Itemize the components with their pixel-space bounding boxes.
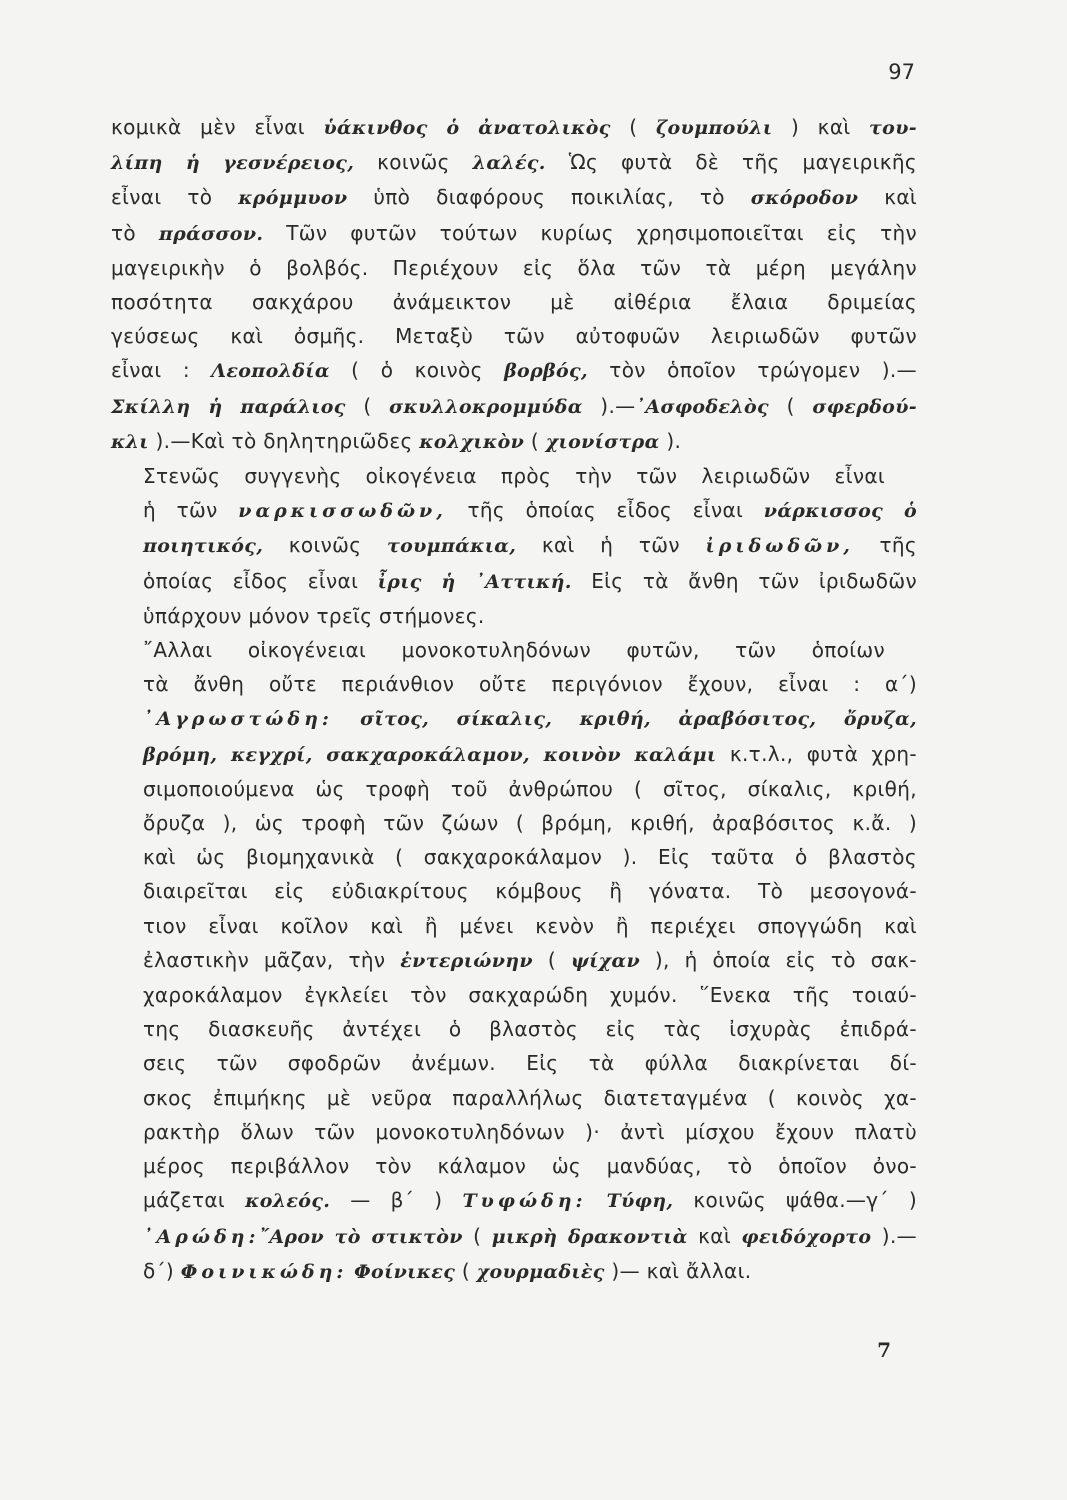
text-run xyxy=(587,1188,607,1212)
emphasis-term: Τύφη, xyxy=(606,1190,674,1213)
text-run: ( ὁ κοινὸς xyxy=(329,358,505,383)
emphasis-term: του- xyxy=(869,117,917,139)
emphasis-term: βρόμη, κεγχρί, σακχαροκάλαμον, κοινὸν καλάμι xyxy=(143,743,717,766)
text-run: μαγειρικὴν ὁ βολβός. Περιέχουν εἰς ὅλα τῶν τὰ μέρη μεγάλην xyxy=(111,255,917,280)
emphasis-term: πράσσον. xyxy=(158,222,264,245)
text-run xyxy=(333,706,360,730)
spaced-term: Τυφώδη: xyxy=(462,1190,587,1213)
emphasis-term: ὑάκινθος ὁ ἀνατολικὸς xyxy=(323,117,611,139)
text-run: διαιρεῖται εἰς εὐδιακρίτους κόμβους ἢ γόνατα. Τὸ μεσογονά- xyxy=(143,879,917,904)
text-run: ).— xyxy=(871,1223,918,1248)
text-line xyxy=(111,353,917,388)
text-run: γεύσεως καὶ ὀσμῆς. Μεταξὺ τῶν αὐτοφυῶν λειριωδῶν φυτῶν xyxy=(111,324,917,349)
spaced-term: ᾿Αγρωστώδη: xyxy=(143,708,333,731)
text-line xyxy=(111,599,917,633)
emphasis-term: Σκίλλη ἡ παράλιος xyxy=(111,395,346,418)
emphasis-term: κλι xyxy=(111,430,149,453)
emphasis-term: μικρὴ δρακοντιὰ xyxy=(491,1225,688,1248)
text-line xyxy=(111,528,917,563)
text-run: ὄρυζα ), ὡς τροφὴ τῶν ζώων ( βρόμη, κριθή, ἀραβόσιτος κ.ἄ. ) xyxy=(143,811,917,836)
text-run: τὸν ὁποῖον τρώγομεν ).— xyxy=(587,358,917,383)
text-line xyxy=(111,216,917,251)
text-line xyxy=(111,1115,917,1149)
text-run: μάζεται xyxy=(143,1188,246,1213)
text-line xyxy=(111,978,917,1012)
text-run: )— καὶ ἄλλαι. xyxy=(604,1258,752,1283)
text-line xyxy=(111,493,917,528)
paragraph xyxy=(111,633,917,1289)
text-run: χαροκάλαμον ἐγκλείει τὸν σακχαρώδη χυμόν. ῞Ενεκα τῆς τοιαύ- xyxy=(143,983,917,1008)
text-line xyxy=(111,389,917,424)
emphasis-term: κολχικὸν xyxy=(419,430,525,453)
text-run: Εἰς τὰ ἄνθη τῶν ἰριδωδῶν xyxy=(571,568,917,593)
text-run: — β΄ ) xyxy=(330,1188,463,1213)
emphasis-term: φειδόχορτο xyxy=(741,1225,872,1248)
text-run: Στενῶς συγγενὴς οἰκογένεια πρὸς τὴν τῶν λειριωδῶν εἶναι xyxy=(143,464,885,489)
text-run: κοινῶς ψάθα.—γ΄ ) xyxy=(673,1188,918,1213)
body-text xyxy=(111,110,917,1289)
text-run: Ὡς φυτὰ δὲ τῆς μαγειρικῆς xyxy=(545,150,918,175)
emphasis-term: τουμπάκια, xyxy=(386,535,517,558)
text-run: καὶ ὡς βιομηχανικὰ ( σακχαροκάλαμον ). Εἰς ταῦτα ὁ βλαστὸς xyxy=(143,845,917,870)
emphasis-term: λαλές. xyxy=(472,152,546,175)
text-run: ( xyxy=(532,947,571,972)
text-run: τῆς xyxy=(853,533,918,558)
text-line xyxy=(111,110,917,145)
text-line xyxy=(111,564,917,599)
text-run: καὶ ἡ τῶν xyxy=(516,533,706,558)
text-line xyxy=(111,772,917,806)
text-line xyxy=(111,459,917,493)
text-run: ρακτὴρ ὅλων τῶν μονοκοτυληδόνων )· ἀντὶ μίσχου ἔχουν πλατὺ xyxy=(143,1119,917,1144)
text-line xyxy=(111,667,917,701)
text-run: ( xyxy=(768,393,813,418)
emphasis-term: νάρκισσος ὁ xyxy=(763,500,917,523)
spaced-term: ἰριδωδῶν, xyxy=(705,535,854,558)
text-run: τὸ xyxy=(111,220,159,245)
page-number: 97 xyxy=(888,60,915,84)
emphasis-term: κολεός. xyxy=(245,1190,331,1213)
emphasis-term: χουρμαδιὲς xyxy=(476,1260,605,1283)
text-run: ).— xyxy=(582,393,636,418)
text-line xyxy=(111,874,917,908)
text-run: κοινῶς xyxy=(354,150,473,175)
emphasis-term: βορβός, xyxy=(504,360,588,383)
text-line xyxy=(111,180,917,215)
text-line xyxy=(111,285,917,319)
text-run: καὶ xyxy=(858,185,918,210)
text-line xyxy=(111,943,917,978)
text-line xyxy=(111,1012,917,1046)
text-run: ῎Αλλαι οἰκογένειαι μονοκοτυληδόνων φυτῶν, τῶν ὁποίων xyxy=(143,638,885,663)
text-run: σεις τῶν σφοδρῶν ἀνέμων. Εἰς τὰ φύλλα διακρίνεται δί- xyxy=(143,1051,917,1076)
signature-mark: 7 xyxy=(877,1338,891,1362)
text-line xyxy=(111,701,917,736)
text-run: δ΄) xyxy=(143,1258,181,1283)
emphasis-term: λίπη ἡ γεσνέρειος, xyxy=(111,152,355,175)
text-run: ) καὶ xyxy=(772,115,870,139)
text-run: ὑπὸ διαφόρους ποικιλίας, τὸ xyxy=(347,185,751,210)
emphasis-term: ἶρις ἡ ᾿Αττική. xyxy=(377,570,572,593)
text-line xyxy=(111,633,917,667)
text-line xyxy=(111,145,917,180)
text-run: τιον εἶναι κοῖλον καὶ ἢ μένει κενὸν ἢ περιέχει σπογγώδη καὶ xyxy=(143,913,917,938)
text-run: μέρος περιβάλλον τὸν κάλαμον ὡς μανδύας, τὸ ὁποῖον ὀνο- xyxy=(143,1154,917,1179)
text-run: ( xyxy=(524,428,546,453)
emphasis-term: ψίχαν xyxy=(570,949,641,972)
text-run: καὶ xyxy=(687,1223,742,1248)
text-run: εἶναι : xyxy=(111,358,212,383)
text-run: ( xyxy=(610,115,656,139)
spaced-term: Φοινικώδη: xyxy=(180,1260,348,1283)
paragraph xyxy=(111,459,917,633)
text-run: ἡ τῶν xyxy=(143,498,239,523)
text-line xyxy=(111,1254,917,1289)
text-line xyxy=(111,840,917,874)
text-run: ὁποίας εἶδος εἶναι xyxy=(143,568,378,593)
emphasis-term: σφερδού- xyxy=(812,395,917,418)
text-run: ὑπάρχουν μόνον τρεῖς στήμονες. xyxy=(143,603,485,628)
text-run: Τῶν φυτῶν τούτων κυρίως χρησιμοποιεῖται εἰς τὴν xyxy=(263,220,918,245)
text-run: της διασκευῆς ἀντέχει ὁ βλαστὸς εἰς τὰς ἰσχυρὰς ἐπιδρά- xyxy=(143,1017,917,1042)
text-run: ( xyxy=(462,1223,492,1248)
text-line xyxy=(111,1219,917,1254)
text-line xyxy=(111,1183,917,1218)
emphasis-term: κρόμμυον xyxy=(238,187,348,210)
text-run: ( xyxy=(455,1258,477,1283)
text-run: τῆς ὁποίας εἶδος εἶναι xyxy=(446,498,764,523)
text-run: ποσότητα σακχάρου ἀνάμεικτον μὲ αἰθέρια ἔλαια δριμείας xyxy=(111,290,917,315)
emphasis-term: ποιητικός, xyxy=(143,535,264,558)
text-run: εἶναι τὸ xyxy=(111,185,239,210)
text-run: ).—Καὶ τὸ δηλητηριῶδες xyxy=(148,428,420,453)
text-line xyxy=(111,909,917,943)
text-run: ( xyxy=(345,393,390,418)
text-run: ), ἡ ὁποία εἰς τὸ σακ- xyxy=(640,947,917,972)
emphasis-term: ᾿Ασφοδελὸς xyxy=(635,395,769,418)
text-line xyxy=(111,737,917,772)
text-run: κομικὰ μὲν εἶναι xyxy=(111,115,324,139)
text-run: κ.τ.λ., φυτὰ χρη- xyxy=(716,741,917,766)
emphasis-term: Φοίνικες xyxy=(354,1260,456,1283)
paragraph xyxy=(111,110,917,459)
text-run: ἐλαστικὴν μᾶζαν, τὴν xyxy=(143,947,401,972)
emphasis-term: σκόροδον xyxy=(750,187,859,210)
emphasis-term: ζουμπούλι xyxy=(655,117,773,139)
emphasis-term: σῖτος, σίκαλις, κριθή, ἀραβόσιτος, ὄρυζα, xyxy=(360,708,917,731)
text-run: τὰ ἄνθη οὔτε περιάνθιον οὔτε περιγόνιον ἔχουν, εἶναι : α΄) xyxy=(143,672,917,697)
text-run: σιμοποιούμενα ὡς τροφὴ τοῦ ἀνθρώπου ( σῖτος, σίκαλις, κριθή, xyxy=(143,776,917,801)
emphasis-term: Λεοπολδία xyxy=(211,360,330,383)
text-line xyxy=(111,1081,917,1115)
text-line xyxy=(111,424,917,459)
text-line xyxy=(111,1149,917,1183)
spaced-term: ναρκισσωδῶν, xyxy=(238,500,447,523)
text-line xyxy=(111,319,917,353)
text-run: σκος ἐπιμήκης μὲ νεῦρα παραλλήλως διατεταγμένα ( κοινὸς χα- xyxy=(143,1085,917,1110)
text-line xyxy=(111,806,917,840)
text-line xyxy=(111,1046,917,1080)
emphasis-term: ἐντεριώνην xyxy=(400,949,533,972)
text-line xyxy=(111,251,917,285)
text-run: κοινῶς xyxy=(263,533,387,558)
emphasis-term: ῎Αρον τὸ στικτὸν xyxy=(259,1225,463,1248)
text-run: ). xyxy=(659,428,682,453)
emphasis-term: σκυλλοκρομμύδα xyxy=(389,395,583,418)
emphasis-term: χιονίστρα xyxy=(545,430,660,453)
spaced-term: ᾿Αρώδη: xyxy=(143,1225,260,1248)
